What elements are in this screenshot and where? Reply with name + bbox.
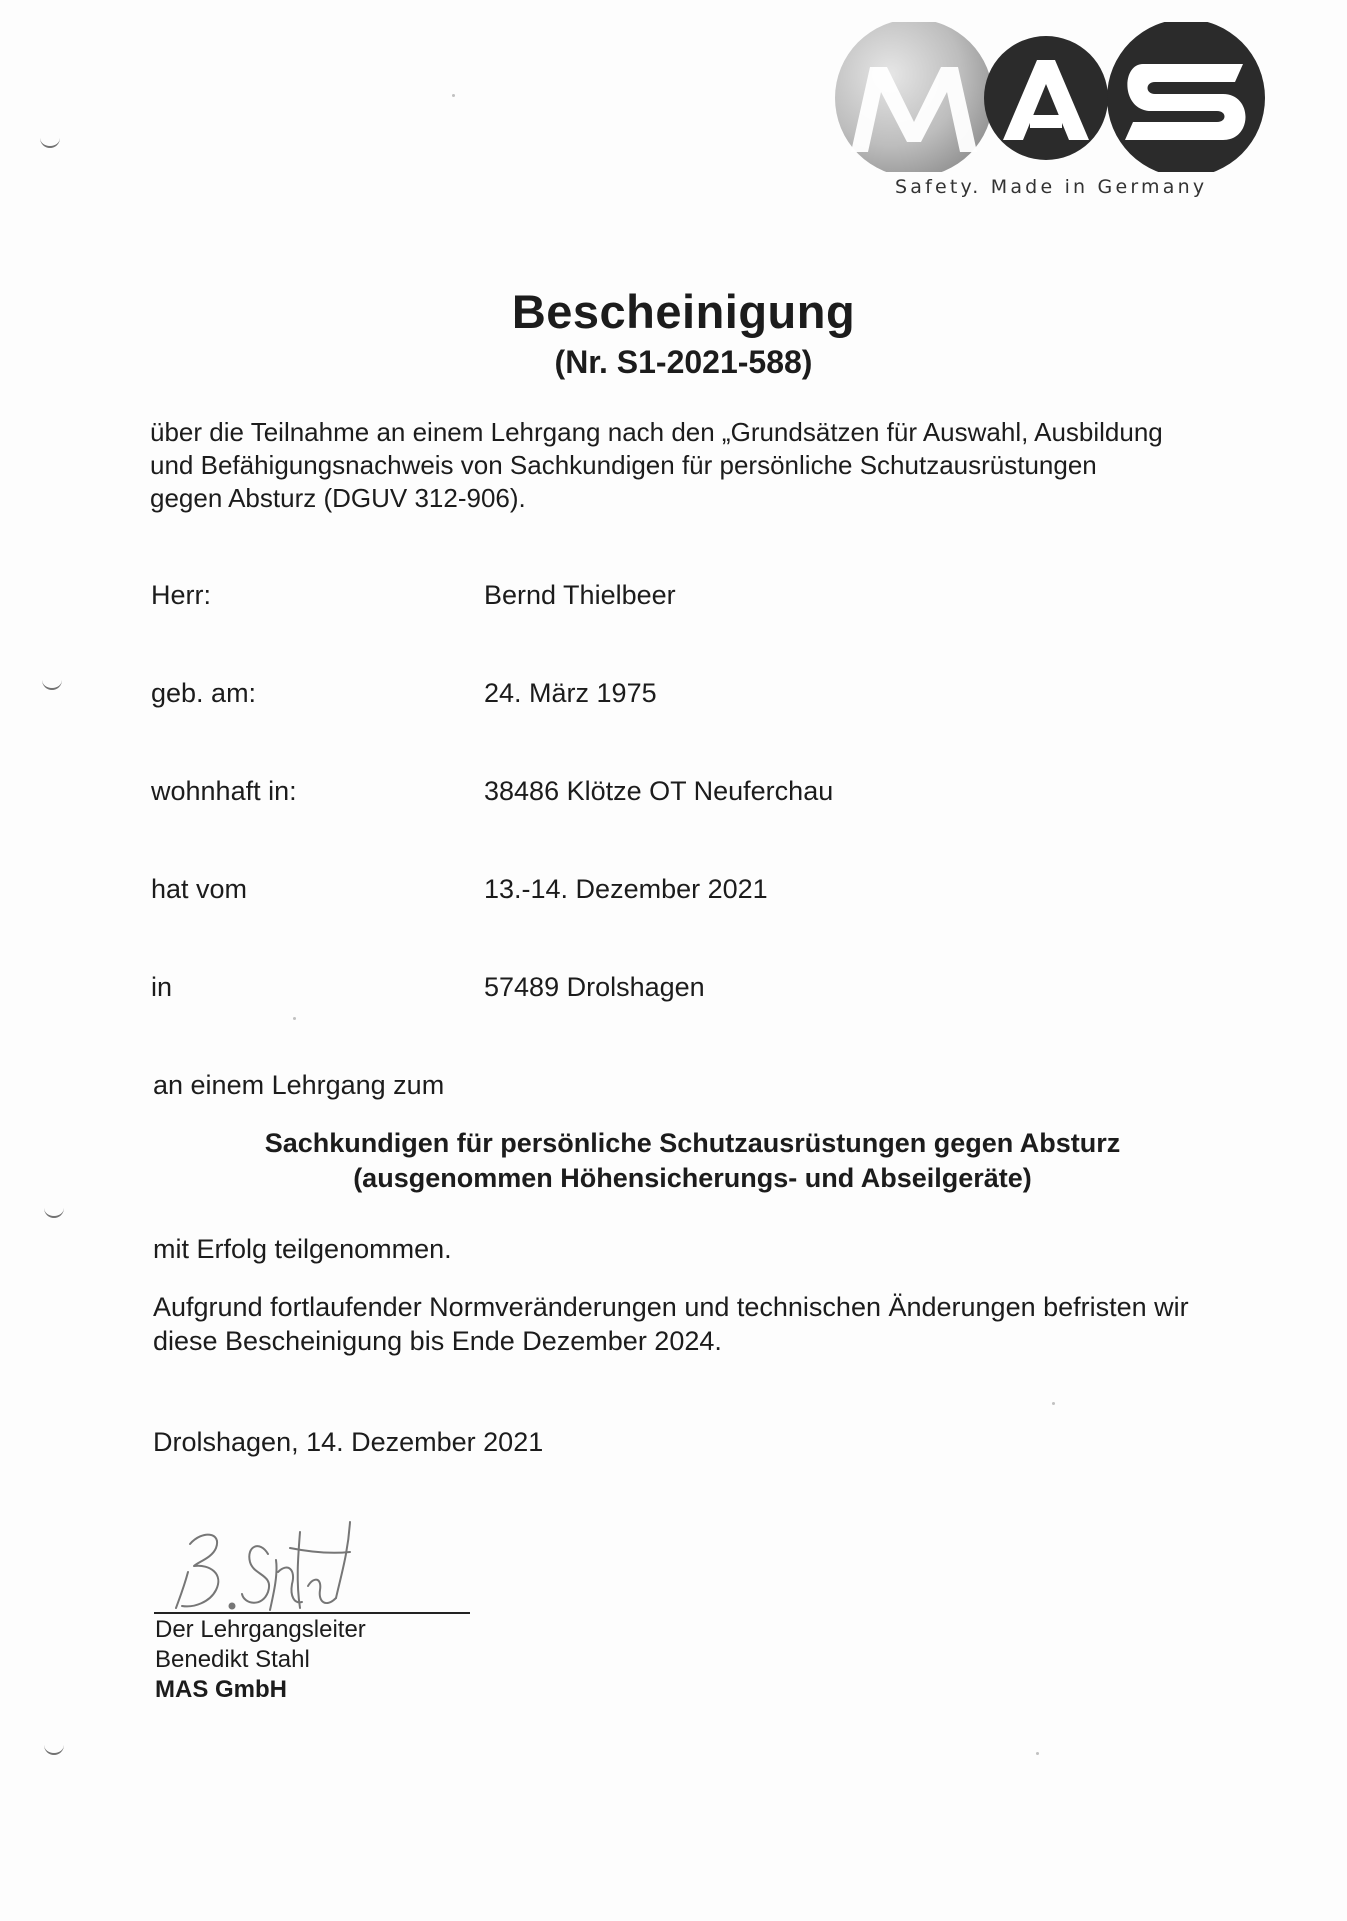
logo-tagline: Safety. Made in Germany	[895, 176, 1208, 198]
course-intro: an einem Lehrgang zum	[153, 1070, 445, 1100]
result-text: mit Erfolg teilgenommen.	[153, 1234, 452, 1264]
signatory-block	[155, 1615, 366, 1705]
signature-line	[154, 1612, 470, 1614]
field-label-location: in	[151, 972, 173, 1002]
field-label-dates: hat vom	[151, 874, 248, 904]
place-date: Drolshagen, 14. Dezember 2021	[153, 1427, 544, 1457]
note-line: diese Bescheinigung bis Ende Dezember 2024.	[153, 1326, 722, 1356]
scan-speck	[1036, 1752, 1039, 1755]
scan-margin-mark	[42, 680, 62, 690]
signatory-role: Der Lehrgangsleiter	[155, 1616, 366, 1643]
logo-s-letter	[1125, 64, 1246, 140]
course-title-line: Sachkundigen für persönliche Schutzausrüstungen gegen Absturz	[264, 1128, 1121, 1158]
signatory-company: MAS GmbH	[155, 1676, 287, 1703]
logo-a-circle	[984, 36, 1108, 160]
scan-speck	[293, 1017, 296, 1020]
scan-speck	[452, 94, 455, 97]
note-line: Aufgrund fortlaufender Normveränderungen und technischen Änderungen befristen wir	[153, 1292, 1189, 1322]
field-value-birthdate: 24. März 1975	[484, 678, 657, 708]
intro-line: und Befähigungsnachweis von Sachkundigen für persönliche Schutzausrüstungen	[150, 450, 1097, 480]
mas-logo-mark	[825, 22, 1270, 172]
field-label-residence: wohnhaft in:	[151, 776, 297, 806]
field-value-name: Bernd Thielbeer	[484, 580, 676, 610]
validity-note	[153, 1290, 1283, 1358]
course-title-line: (ausgenommen Höhensicherungs- und Abseilgeräte)	[353, 1163, 1032, 1193]
field-label-herr: Herr:	[151, 580, 211, 610]
intro-line: über die Teilnahme an einem Lehrgang nach den „Grundsätzen für Auswahl, Ausbildung	[150, 417, 1163, 447]
scan-margin-mark	[44, 1208, 64, 1218]
logo-a-bar	[1030, 115, 1062, 128]
certificate-number: (Nr. S1-2021-588)	[554, 344, 813, 380]
mas-logo	[825, 22, 1270, 207]
field-label-birthdate: geb. am:	[151, 678, 257, 708]
scan-speck	[1052, 1402, 1055, 1405]
intro-paragraph	[150, 416, 1270, 515]
scan-margin-mark	[44, 1745, 64, 1755]
signatory-name: Benedikt Stahl	[155, 1646, 310, 1673]
handwritten-signature	[150, 1512, 480, 1622]
document-title: Bescheinigung	[511, 285, 856, 338]
field-value-dates: 13.-14. Dezember 2021	[484, 874, 768, 904]
intro-line: gegen Absturz (DGUV 312-906).	[150, 483, 526, 513]
course-title	[0, 1126, 1347, 1196]
field-value-residence: 38486 Klötze OT Neuferchau	[484, 776, 834, 806]
scan-margin-mark	[40, 138, 60, 148]
field-value-location: 57489 Drolshagen	[484, 972, 705, 1002]
